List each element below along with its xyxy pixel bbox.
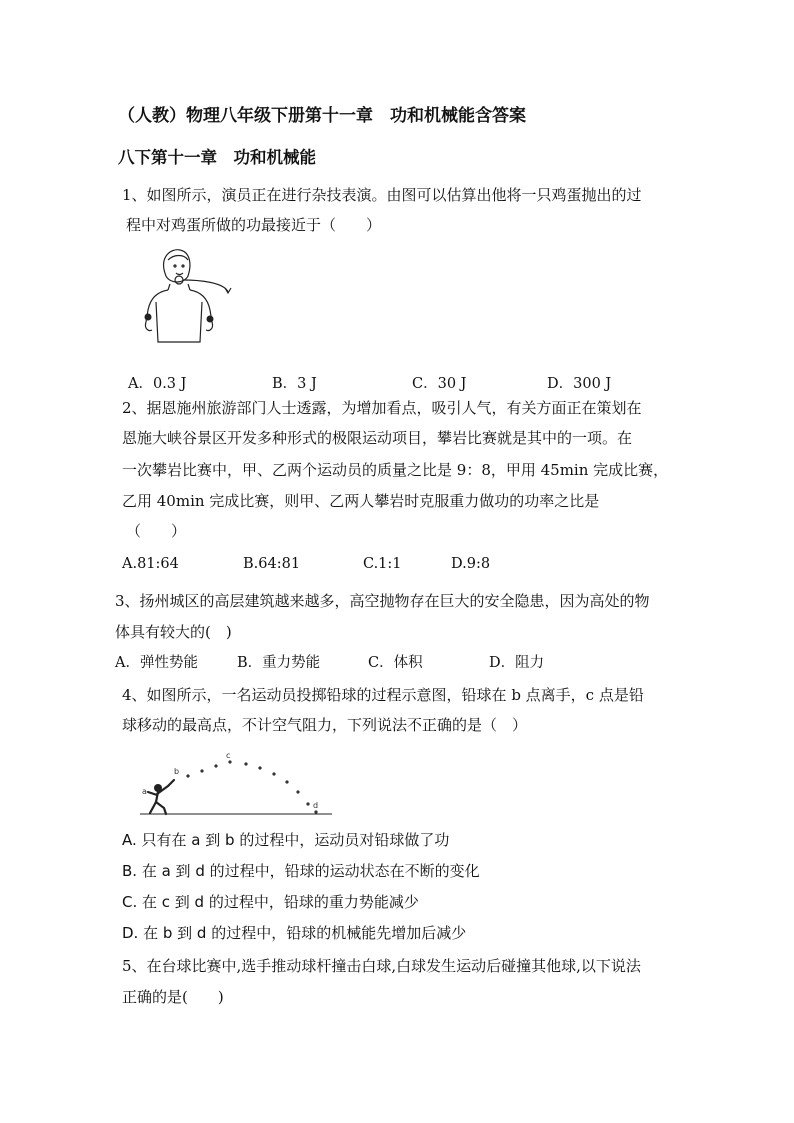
q1-option-d: D．300 J bbox=[547, 376, 612, 392]
q4-line-1: 4、如图所示，一名运动员投掷铅球的过程示意图，铅球在 b 点离手，c 点是铅 bbox=[122, 686, 644, 704]
figure-label-a: a bbox=[142, 787, 147, 796]
shot-put-figure-icon bbox=[136, 750, 336, 820]
juggler-figure-icon bbox=[128, 246, 238, 352]
q4-line-2: 球移动的最高点，不计空气阻力，下列说法不正确的是（ ） bbox=[122, 716, 528, 734]
figure-label-d: d bbox=[313, 801, 319, 810]
q3-line-1: 3、扬州城区的高层建筑越来越多，高空抛物存在巨大的安全隐患，因为高处的物 bbox=[115, 592, 650, 610]
q4-option-c: C. 在 c 到 d 的过程中，铅球的重力势能减少 bbox=[122, 893, 419, 911]
q3-option-a: A．弹性势能 bbox=[115, 655, 198, 671]
q4-option-a: A. 只有在 a 到 b 的过程中，运动员对铅球做了功 bbox=[122, 831, 450, 849]
q1-line-1: 1、如图所示，演员正在进行杂技表演。由图可以估算出他将一只鸡蛋抛出的过 bbox=[122, 186, 642, 204]
q4-option-d: D. 在 b 到 d 的过程中，铅球的机械能先增加后减少 bbox=[122, 924, 467, 942]
q1-option-a: A．0.3 J bbox=[128, 376, 187, 392]
q2-line-3: 一次攀岩比赛中，甲、乙两个运动员的质量之比是 9：8，甲用 45min 完成比赛， bbox=[122, 461, 669, 479]
q3-option-b: B．重力势能 bbox=[237, 655, 321, 671]
q2-line-2: 恩施大峡谷景区开发多种形式的极限运动项目，攀岩比赛就是其中的一项。在 bbox=[122, 429, 633, 447]
q2-option-d: D.9:8 bbox=[451, 556, 491, 572]
q3-option-c: C．体积 bbox=[368, 655, 423, 671]
section-heading: 八下第十一章 功和机械能 bbox=[118, 148, 316, 167]
q5-line-1: 5、在台球比赛中,选手推动球杆撞击白球,白球发生运动后碰撞其他球,以下说法 bbox=[122, 957, 641, 975]
q4-option-b: B. 在 a 到 d 的过程中，铅球的运动状态在不断的变化 bbox=[122, 862, 480, 880]
q1-line-2: 程中对鸡蛋所做的功最接近于（ ） bbox=[126, 216, 382, 234]
q2-line-4: 乙用 40min 完成比赛，则甲、乙两人攀岩时克服重力做功的功率之比是 bbox=[122, 492, 600, 510]
q1-option-b: B．3 J bbox=[272, 376, 317, 392]
q3-line-2: 体具有较大的( ) bbox=[115, 623, 232, 641]
q2-option-b: B.64:81 bbox=[243, 556, 301, 572]
document-title: （人教）物理八年级下册第十一章 功和机械能含答案 bbox=[118, 106, 526, 126]
q2-option-a: A.81:64 bbox=[122, 556, 179, 572]
q2-line-5: （ ） bbox=[126, 522, 187, 540]
q2-line-1: 2、据恩施州旅游部门人士透露，为增加看点，吸引人气，有关方面正在策划在 bbox=[122, 399, 642, 417]
q5-line-2: 正确的是( ) bbox=[122, 988, 224, 1006]
q1-option-c: C．30 J bbox=[412, 376, 467, 392]
figure-label-c: c bbox=[226, 751, 231, 760]
q3-option-d: D．阻力 bbox=[489, 655, 545, 671]
figure-label-b: b bbox=[174, 767, 180, 776]
q2-option-c: C.1:1 bbox=[363, 556, 402, 572]
